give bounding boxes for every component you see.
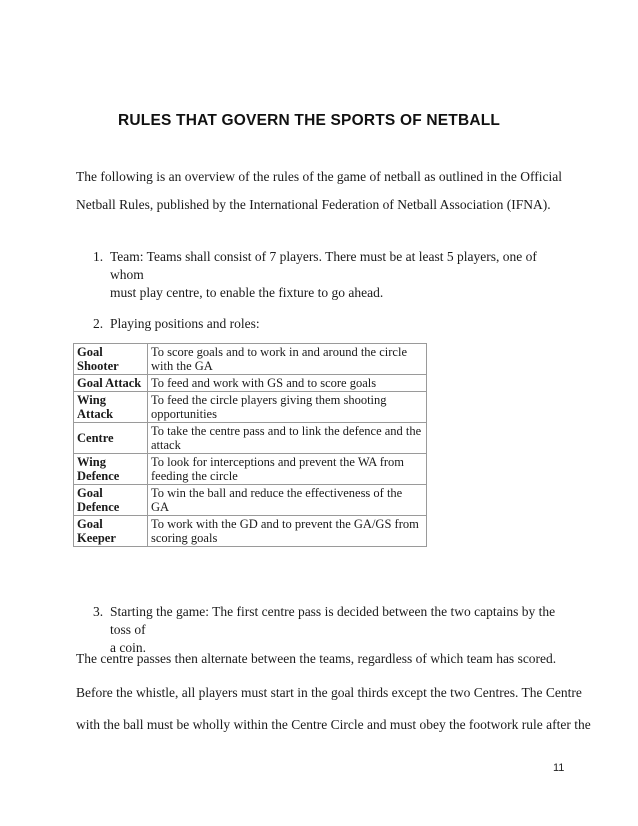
- role-line: To win the ball and reduce the effectiveness of the GA: [151, 486, 403, 514]
- table-row: [74, 344, 427, 375]
- role-line: To feed and work with GS and to score goals: [151, 376, 377, 390]
- list-item-positions: [93, 315, 563, 333]
- para-whistle-line-1: Before the whistle, all players must start in the goal thirds except the two Centres. The Centre: [76, 685, 582, 700]
- role-cell: [148, 423, 427, 454]
- position-line: Goal: [77, 345, 103, 359]
- position-cell: [74, 375, 148, 392]
- table-row: [74, 485, 427, 516]
- list-text: Team: Teams shall consist of 7 players. There must be at least 5 players, one of whom: [110, 249, 537, 282]
- position-line: Goal: [77, 486, 103, 500]
- role-line: with the GA: [151, 359, 213, 373]
- list-item-starting: [93, 603, 563, 657]
- position-line: Goal Attack: [77, 376, 142, 390]
- role-cell: [148, 485, 427, 516]
- role-line: To score goals and to work in and around the circle: [151, 345, 407, 359]
- table-row: [74, 516, 427, 547]
- position-line: Goal: [77, 517, 103, 531]
- role-line: To feed the circle players giving them shooting: [151, 393, 387, 407]
- position-line: Wing: [77, 455, 106, 469]
- position-line: Shooter: [77, 359, 119, 373]
- role-line: To look for interceptions and prevent the WA from: [151, 455, 404, 469]
- page-number: 11: [553, 762, 565, 774]
- list-number: 3.: [93, 604, 104, 619]
- list-text-cont: must play centre, to enable the fixture to go ahead.: [110, 285, 384, 300]
- role-cell: [148, 344, 427, 375]
- role-line: scoring goals: [151, 531, 218, 545]
- roles-table: [73, 343, 427, 547]
- position-line: Wing: [77, 393, 106, 407]
- intro-line-2: Netball Rules, published by the International Federation of Netball Association (IFNA).: [76, 197, 551, 212]
- intro-line-1: The following is an overview of the rules of the game of netball as outlined in the Official: [76, 169, 562, 184]
- role-line: attack: [151, 438, 181, 452]
- position-cell: [74, 392, 148, 423]
- table-row: [74, 423, 427, 454]
- role-cell: [148, 392, 427, 423]
- role-line: To take the centre pass and to link the defence and the: [151, 424, 422, 438]
- position-cell: [74, 516, 148, 547]
- position-line: Defence: [77, 500, 120, 514]
- role-cell: [148, 375, 427, 392]
- para-whistle-line-2: with the ball must be wholly within the Centre Circle and must obey the footwork rule after the: [76, 717, 591, 732]
- position-line: Attack: [77, 407, 114, 421]
- position-line: Defence: [77, 469, 120, 483]
- role-cell: [148, 454, 427, 485]
- position-line: Centre: [77, 431, 114, 445]
- list-text: Playing positions and roles:: [110, 316, 260, 331]
- role-line: opportunities: [151, 407, 217, 421]
- position-cell: [74, 454, 148, 485]
- list-item-team: [93, 248, 563, 302]
- role-line: feeding the circle: [151, 469, 238, 483]
- table-row: [74, 375, 427, 392]
- position-cell: [74, 344, 148, 375]
- table-row: [74, 454, 427, 485]
- list-number: 1.: [93, 249, 104, 264]
- list-number: 2.: [93, 316, 104, 331]
- position-line: Keeper: [77, 531, 116, 545]
- table-row: [74, 392, 427, 423]
- list-text: Starting the game: The first centre pass is decided between the two captains by the toss of: [110, 604, 556, 637]
- page-title: RULES THAT GOVERN THE SPORTS OF NETBALL: [118, 112, 501, 129]
- para-alternate: The centre passes then alternate between the teams, regardless of which team has scored.: [76, 651, 557, 666]
- list-text-cont: a coin.: [110, 640, 146, 655]
- position-cell: [74, 485, 148, 516]
- role-cell: [148, 516, 427, 547]
- role-line: To work with the GD and to prevent the GA/GS from: [151, 517, 419, 531]
- position-cell: [74, 423, 148, 454]
